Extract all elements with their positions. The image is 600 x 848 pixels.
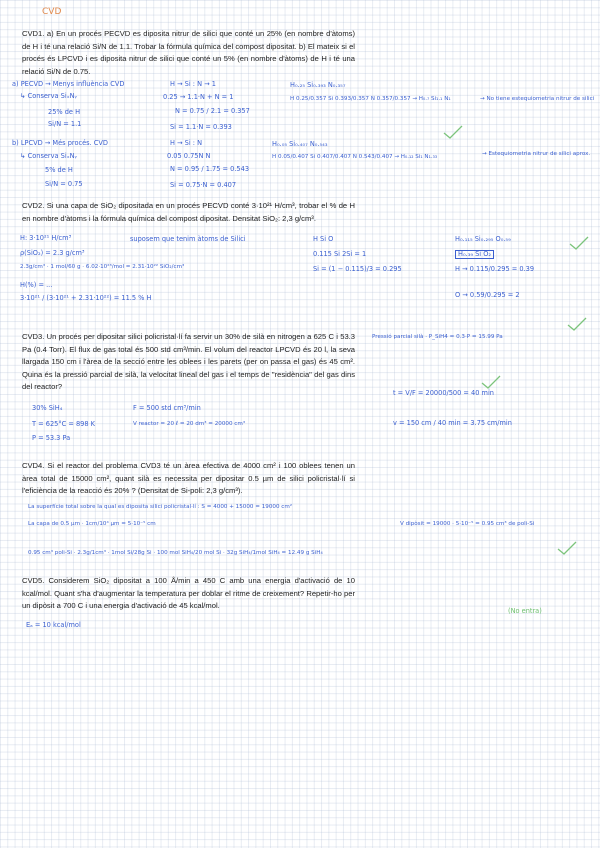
cvd4-line4: 0.95 cm³ poli-Si · 2.3g/1cm³ · 1mol Si/28g Si · 100 mol SiH₄/20 mol Si · 32g SiH₄/1mol SiH₄ = 12.49 g SiH₄ (28, 550, 323, 556)
problem-cvd3: CVD3. Un procés per dipositar silici policristal·lí fa servir un 30% de silà en nitrogen a 625 C i 53.3 Pa (0.4 Torr). El flux de gas total és 500 std cm³/min. El volum del reactor LPCVD és 20 l, la seva llargada 150 cm i l'àrea de la secció entre les oblees i les parets (per on passa el gas) és 45 cm². Quina és la pressió parcial de silà, la velocitat lineal del gas i el temps de "residència" del gas dins del reactor? (22, 332, 355, 392)
problem-cvd5: CVD5. Considerem SiO₂ dipositat a 100 Å/min a 450 C amb una energia d'activació de 10 kcal/mol. Quant s'ha d'augmentar la temperatura per doblar el ritme de creixement? Repetir-ho per un dipòsit a 700 C i una energia d'activació de 45 kcal/mol. (22, 576, 355, 611)
cvd1-b-head: b) LPCVD → Més procés. CVD (12, 139, 108, 147)
problem-cvd2: CVD2. Si una capa de SiO₂ dipositada en un procés PECVD conté 3·10²¹ H/cm³, trobar el % de H en nombre d'àtoms i la fórmula química del compost dipositat. Densitat SiO₂: 2,3 g/cm³. (22, 201, 355, 223)
cvd2-line4: H(%) = ... (20, 281, 53, 289)
cvd2-mid1: H Si O (313, 235, 334, 243)
cvd2-line5: 3·10²¹ / (3·10²¹ + 2.31·10²²) = 11.5 % H (20, 294, 152, 302)
check-mark-icon (556, 540, 578, 556)
cvd2-line2: ρ(SiO₂) = 2.3 g/cm³ (20, 249, 85, 257)
cvd1-a-head: a) PECVD → Menys influència CVD (12, 80, 125, 88)
cvd2-res3: H → 0.115/0.295 = 0.39 (455, 265, 535, 273)
cvd1-a-calc3: N = 0.75 / 2.1 = 0.357 (175, 107, 250, 115)
cvd5-line1: Eₐ = 10 kcal/mol (26, 621, 81, 629)
cvd4-line3: V dipòsit = 19000 · 5·10⁻⁵ = 0.95 cm³ de poli-Si (400, 521, 535, 527)
cvd2-mid2: 0.115 Si 2Si = 1 (313, 250, 367, 258)
cvd1-a-calc1: H → Si : N → 1 (170, 80, 216, 88)
cvd3-time: t = V/F = 20000/500 = 40 min (393, 389, 494, 397)
page-title: CVD (42, 7, 62, 17)
cvd2-res1: H₀.₁₁₅ Si₀.₂₉₅ O₀.₅₉ (455, 235, 511, 243)
cvd3-line3: P = 53.3 Pa (32, 434, 71, 442)
cvd1-b-line2: ↳ Conserva SiₓNᵧ (20, 152, 78, 160)
cvd1-a-line2: ↳ Conserva SiₓNᵧ (20, 92, 78, 100)
cvd1-a-line3: 25% de H (48, 108, 81, 116)
cvd1-a-line4: Si/N = 1.1 (48, 120, 82, 128)
cvd2-res4: O → 0.59/0.295 = 2 (455, 291, 520, 299)
cvd1-b-line4: Si/N = 0.75 (45, 180, 83, 188)
cvd3-line2: T = 625°C = 898 K (32, 420, 95, 428)
cvd1-a-calc2: 0.25 → 1.1·N + N = 1 (163, 93, 234, 101)
cvd4-line1: La superfície total sobre la qual es diposita silici policristal·lí : S = 4000 + 15000 = 19000 cm² (28, 504, 293, 510)
cvd1-b-calc3: N = 0.95 / 1.75 = 0.543 (170, 165, 250, 173)
cvd1-b-calc2: 0.05 0.75N N (167, 152, 211, 160)
cvd1-a-res2: H 0.25/0.357 Si 0.393/0.357 N 0.357/0.357 → H₀.₇ Si₁.₁ N₁ (290, 96, 451, 102)
check-mark-icon (480, 374, 502, 390)
cvd3-volume: V reactor = 20 ℓ = 20 dm³ = 20000 cm³ (133, 421, 246, 427)
check-mark-icon (566, 316, 588, 332)
check-mark-icon (442, 124, 464, 140)
cvd2-res2: H₀.₃₉ Si O₂ (455, 250, 494, 259)
problem-cvd4: CVD4. Si el reactor del problema CVD3 té un àrea efectiva de 4000 cm² i 100 oblees tenen un àrea total de 15000 cm², quant silà es necessita per dipositar 0.5 µm de silici policristal·lí si l'eficiència de la reacció és 20% ? (Densitat de Si-poli: 2,3 g/cm³). (22, 461, 355, 496)
cvd5-note: (No entra) (508, 607, 542, 615)
cvd3-flux: F = 500 std cm³/min (133, 404, 201, 412)
cvd1-b-res3: → Estequiometria nitrur de silici aprox. (482, 151, 591, 157)
cvd3-side: Pressió parcial silà · P_SiH4 = 0.3·P = 15.99 Pa (372, 334, 503, 340)
cvd2-mid3: Si = (1 − 0.115)/3 = 0.295 (313, 265, 402, 273)
cvd1-b-calc4: Si = 0.75·N = 0.407 (170, 181, 237, 189)
cvd1-b-line3: 5% de H (45, 166, 73, 174)
cvd3-line1: 30% SiH₄ (32, 404, 63, 412)
cvd2-line1: H: 3·10²¹ H/cm³ (20, 234, 72, 242)
cvd2-note: suposem que tenim àtoms de Silici (130, 235, 246, 243)
cvd1-b-res2: H 0.05/0.407 Si 0.407/0.407 N 0.543/0.407 → H₀.₁₂ Si₁ N₁.₃₃ (272, 154, 438, 160)
cvd1-b-calc1: H → Si : N (170, 139, 203, 147)
cvd1-a-res3: → No tiene estequiometria nitrur de silici (480, 96, 595, 102)
cvd2-line3: 2.3g/cm³ · 1 mol/60 g · 6.02·10²³/mol = 2.31·10²² SiO₂/cm³ (20, 264, 185, 270)
check-mark-icon (568, 235, 590, 251)
cvd1-b-res1: H₀.₀₅ Si₀.₄₀₇ N₀.₅₄₃ (272, 140, 328, 148)
problem-cvd1: CVD1. a) En un procés PECVD es diposita nitrur de silici que conté un 25% (en nombre d'àtoms) de H i té una relació Si/N de 1.1. Trobar la fórmula química del compost dipositat. b) El mateix si el procés és LPCVD i es diposita nitrur de silici que conté un 5% (en nombre d'àtoms) de H i té una relació Si/N de 0.75. (22, 29, 355, 76)
cvd1-a-calc4: Si = 1.1·N = 0.393 (170, 123, 232, 131)
cvd4-line2: La capa de 0.5 µm · 1cm/10⁴ µm = 5·10⁻⁵ cm (28, 521, 156, 527)
cvd3-velocity: v = 150 cm / 40 min = 3.75 cm/min (393, 419, 512, 427)
cvd1-a-res1: H₀.₂₅ Si₀.₃₉₃ N₀.₃₅₇ (290, 81, 346, 89)
